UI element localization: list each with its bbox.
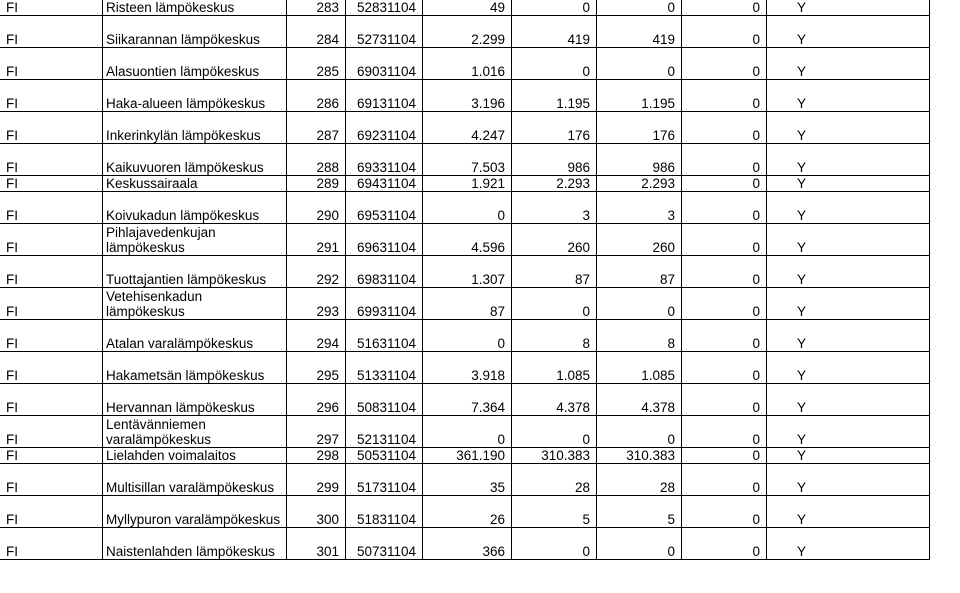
table-row xyxy=(0,48,930,80)
flag-cell: Y xyxy=(767,112,930,144)
value-1-cell: 7.364 xyxy=(423,384,512,416)
value-2-cell: 0 xyxy=(512,48,597,80)
flag-cell: Y xyxy=(767,352,930,384)
plant-id-cell: 288 xyxy=(287,144,346,176)
value-2-cell: 0 xyxy=(512,416,597,448)
value-2-cell: 0 xyxy=(512,0,597,16)
table-row xyxy=(0,0,930,16)
flag-cell: Y xyxy=(767,224,930,256)
flag-cell: Y xyxy=(767,48,930,80)
value-3-cell: 1.085 xyxy=(597,352,682,384)
plant-code-cell: 52131104 xyxy=(346,416,423,448)
flag-cell: Y xyxy=(767,176,930,192)
country-cell: FI xyxy=(0,496,103,528)
value-2-cell: 419 xyxy=(512,16,597,48)
plant-code-cell: 69231104 xyxy=(346,112,423,144)
value-3-cell: 5 xyxy=(597,496,682,528)
value-2-cell: 4.378 xyxy=(512,384,597,416)
plant-id-cell: 289 xyxy=(287,176,346,192)
flag-cell: Y xyxy=(767,256,930,288)
value-4-cell: 0 xyxy=(682,0,767,16)
value-4-cell: 0 xyxy=(682,384,767,416)
plant-id-cell: 295 xyxy=(287,352,346,384)
plant-name-cell: Kaikuvuoren lämpökeskus xyxy=(103,144,287,176)
plant-id-cell: 301 xyxy=(287,528,346,560)
plant-code-cell: 69631104 xyxy=(346,224,423,256)
value-2-cell: 176 xyxy=(512,112,597,144)
value-3-cell: 4.378 xyxy=(597,384,682,416)
plant-name-cell: Vetehisenkadun lämpökeskus xyxy=(103,288,287,320)
plant-id-cell: 300 xyxy=(287,496,346,528)
value-1-cell: 2.299 xyxy=(423,16,512,48)
table-row xyxy=(0,528,930,560)
table-row xyxy=(0,224,930,256)
table-row xyxy=(0,416,930,448)
table-row xyxy=(0,320,930,352)
country-cell: FI xyxy=(0,416,103,448)
flag-cell: Y xyxy=(767,320,930,352)
table-row xyxy=(0,112,930,144)
value-2-cell: 1.085 xyxy=(512,352,597,384)
value-3-cell: 260 xyxy=(597,224,682,256)
plant-id-cell: 292 xyxy=(287,256,346,288)
plant-code-cell: 50531104 xyxy=(346,448,423,464)
value-3-cell: 87 xyxy=(597,256,682,288)
plant-name-cell: Naistenlahden lämpökeskus xyxy=(103,528,287,560)
value-2-cell: 310.383 xyxy=(512,448,597,464)
value-1-cell: 1.016 xyxy=(423,48,512,80)
plant-code-cell: 52831104 xyxy=(346,0,423,16)
plant-id-cell: 285 xyxy=(287,48,346,80)
value-2-cell: 2.293 xyxy=(512,176,597,192)
plant-code-cell: 52731104 xyxy=(346,16,423,48)
value-1-cell: 4.247 xyxy=(423,112,512,144)
value-1-cell: 49 xyxy=(423,0,512,16)
table-row xyxy=(0,176,930,192)
flag-cell: Y xyxy=(767,288,930,320)
plant-name-cell: Keskussairaala xyxy=(103,176,287,192)
value-3-cell: 0 xyxy=(597,48,682,80)
value-2-cell: 3 xyxy=(512,192,597,224)
plant-code-cell: 69431104 xyxy=(346,176,423,192)
country-cell: FI xyxy=(0,224,103,256)
value-4-cell: 0 xyxy=(682,144,767,176)
plant-id-cell: 283 xyxy=(287,0,346,16)
flag-cell: Y xyxy=(767,448,930,464)
value-1-cell: 26 xyxy=(423,496,512,528)
country-cell: FI xyxy=(0,288,103,320)
value-2-cell: 986 xyxy=(512,144,597,176)
plant-name-cell: Inkerinkylän lämpökeskus xyxy=(103,112,287,144)
country-cell: FI xyxy=(0,176,103,192)
value-3-cell: 0 xyxy=(597,416,682,448)
plant-id-cell: 291 xyxy=(287,224,346,256)
plant-id-cell: 297 xyxy=(287,416,346,448)
value-1-cell: 0 xyxy=(423,320,512,352)
value-4-cell: 0 xyxy=(682,176,767,192)
plant-name-cell: Alasuontien lämpökeskus xyxy=(103,48,287,80)
value-4-cell: 0 xyxy=(682,320,767,352)
value-2-cell: 1.195 xyxy=(512,80,597,112)
value-3-cell: 986 xyxy=(597,144,682,176)
value-1-cell: 361.190 xyxy=(423,448,512,464)
plant-code-cell: 69831104 xyxy=(346,256,423,288)
country-cell: FI xyxy=(0,352,103,384)
plant-code-cell: 50831104 xyxy=(346,384,423,416)
plant-id-cell: 294 xyxy=(287,320,346,352)
country-cell: FI xyxy=(0,256,103,288)
value-1-cell: 35 xyxy=(423,464,512,496)
flag-cell: Y xyxy=(767,464,930,496)
country-cell: FI xyxy=(0,16,103,48)
country-cell: FI xyxy=(0,384,103,416)
country-cell: FI xyxy=(0,0,103,16)
value-3-cell: 0 xyxy=(597,0,682,16)
plant-code-cell: 51831104 xyxy=(346,496,423,528)
plant-code-cell: 69531104 xyxy=(346,192,423,224)
value-1-cell: 366 xyxy=(423,528,512,560)
country-cell: FI xyxy=(0,80,103,112)
plant-id-cell: 287 xyxy=(287,112,346,144)
flag-cell: Y xyxy=(767,80,930,112)
plant-code-cell: 51331104 xyxy=(346,352,423,384)
value-1-cell: 87 xyxy=(423,288,512,320)
country-cell: FI xyxy=(0,464,103,496)
flag-cell: Y xyxy=(767,192,930,224)
value-1-cell: 1.921 xyxy=(423,176,512,192)
plant-id-cell: 296 xyxy=(287,384,346,416)
value-4-cell: 0 xyxy=(682,192,767,224)
value-3-cell: 176 xyxy=(597,112,682,144)
value-2-cell: 260 xyxy=(512,224,597,256)
plant-code-cell: 69931104 xyxy=(346,288,423,320)
value-3-cell: 0 xyxy=(597,288,682,320)
flag-cell: Y xyxy=(767,16,930,48)
value-4-cell: 0 xyxy=(682,352,767,384)
plant-id-cell: 299 xyxy=(287,464,346,496)
plant-name-cell: Lentävänniemen varalämpökeskus xyxy=(103,416,287,448)
value-4-cell: 0 xyxy=(682,288,767,320)
flag-cell: Y xyxy=(767,384,930,416)
value-4-cell: 0 xyxy=(682,112,767,144)
table-row xyxy=(0,464,930,496)
value-2-cell: 0 xyxy=(512,288,597,320)
flag-cell: Y xyxy=(767,416,930,448)
plant-id-cell: 290 xyxy=(287,192,346,224)
value-3-cell: 0 xyxy=(597,528,682,560)
value-4-cell: 0 xyxy=(682,464,767,496)
plant-code-cell: 69031104 xyxy=(346,48,423,80)
plant-id-cell: 298 xyxy=(287,448,346,464)
plant-name-cell: Koivukadun lämpökeskus xyxy=(103,192,287,224)
plant-code-cell: 69331104 xyxy=(346,144,423,176)
plant-name-cell: Atalan varalämpökeskus xyxy=(103,320,287,352)
table-row xyxy=(0,80,930,112)
value-4-cell: 0 xyxy=(682,416,767,448)
value-4-cell: 0 xyxy=(682,256,767,288)
value-4-cell: 0 xyxy=(682,448,767,464)
plant-name-cell: Multisillan varalämpökeskus xyxy=(103,464,287,496)
plant-id-cell: 286 xyxy=(287,80,346,112)
plant-id-cell: 284 xyxy=(287,16,346,48)
flag-cell: Y xyxy=(767,144,930,176)
country-cell: FI xyxy=(0,192,103,224)
value-2-cell: 8 xyxy=(512,320,597,352)
plant-name-cell: Hervannan lämpökeskus xyxy=(103,384,287,416)
plant-code-cell: 51731104 xyxy=(346,464,423,496)
value-4-cell: 0 xyxy=(682,48,767,80)
plant-code-cell: 50731104 xyxy=(346,528,423,560)
value-4-cell: 0 xyxy=(682,224,767,256)
plant-name-cell: Pihlajavedenkujan lämpökeskus xyxy=(103,224,287,256)
value-1-cell: 4.596 xyxy=(423,224,512,256)
plant-name-cell: Lielahden voimalaitos xyxy=(103,448,287,464)
value-3-cell: 28 xyxy=(597,464,682,496)
table-row xyxy=(0,16,930,48)
country-cell: FI xyxy=(0,528,103,560)
value-1-cell: 1.307 xyxy=(423,256,512,288)
plant-name-cell: Tuottajantien lämpökeskus xyxy=(103,256,287,288)
value-1-cell: 7.503 xyxy=(423,144,512,176)
value-4-cell: 0 xyxy=(682,16,767,48)
plant-name-cell: Hakametsän lämpökeskus xyxy=(103,352,287,384)
country-cell: FI xyxy=(0,48,103,80)
value-1-cell: 3.196 xyxy=(423,80,512,112)
table-row xyxy=(0,144,930,176)
country-cell: FI xyxy=(0,144,103,176)
plant-name-cell: Risteen lämpökeskus xyxy=(103,0,287,16)
table-row xyxy=(0,496,930,528)
table-row xyxy=(0,384,930,416)
value-1-cell: 0 xyxy=(423,192,512,224)
table-row xyxy=(0,256,930,288)
plant-name-cell: Siikarannan lämpökeskus xyxy=(103,16,287,48)
value-3-cell: 419 xyxy=(597,16,682,48)
flag-cell: Y xyxy=(767,528,930,560)
value-2-cell: 28 xyxy=(512,464,597,496)
value-1-cell: 0 xyxy=(423,416,512,448)
value-2-cell: 87 xyxy=(512,256,597,288)
flag-cell: Y xyxy=(767,0,930,16)
value-3-cell: 8 xyxy=(597,320,682,352)
value-3-cell: 1.195 xyxy=(597,80,682,112)
table-row xyxy=(0,192,930,224)
plant-code-cell: 69131104 xyxy=(346,80,423,112)
value-2-cell: 5 xyxy=(512,496,597,528)
country-cell: FI xyxy=(0,320,103,352)
value-4-cell: 0 xyxy=(682,528,767,560)
value-3-cell: 310.383 xyxy=(597,448,682,464)
value-4-cell: 0 xyxy=(682,80,767,112)
plant-id-cell: 293 xyxy=(287,288,346,320)
plant-name-cell: Myllypuron varalämpökeskus xyxy=(103,496,287,528)
value-1-cell: 3.918 xyxy=(423,352,512,384)
plant-code-cell: 51631104 xyxy=(346,320,423,352)
value-3-cell: 2.293 xyxy=(597,176,682,192)
country-cell: FI xyxy=(0,112,103,144)
country-cell: FI xyxy=(0,448,103,464)
flag-cell: Y xyxy=(767,496,930,528)
plant-name-cell: Haka-alueen lämpökeskus xyxy=(103,80,287,112)
value-4-cell: 0 xyxy=(682,496,767,528)
table-row xyxy=(0,288,930,320)
value-3-cell: 3 xyxy=(597,192,682,224)
table-row xyxy=(0,448,930,464)
value-2-cell: 0 xyxy=(512,528,597,560)
table-row xyxy=(0,352,930,384)
